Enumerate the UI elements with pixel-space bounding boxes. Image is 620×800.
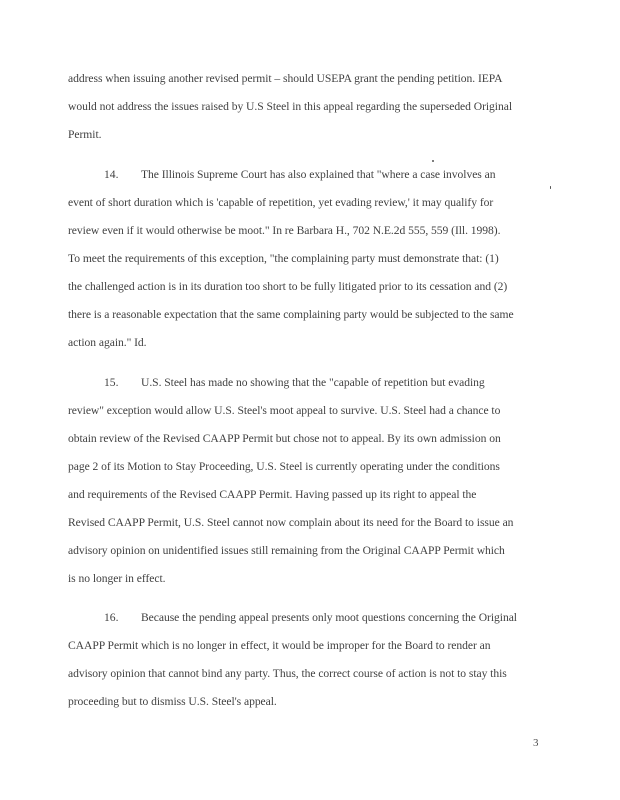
paragraph-15-line-6: Revised CAAPP Permit, U.S. Steel cannot now complain about its need for the Board to issue an [68,516,514,529]
paragraph-16-first-line: Because the pending appeal presents only moot questions concerning the Original [141,611,517,624]
paragraph-14-line-2: event of short duration which is 'capable of repetition, yet evading review,' it may qualify for [68,196,494,209]
paragraph-15-first-line: U.S. Steel has made no showing that the "capable of repetition but evading [141,376,485,389]
paragraph-16-line-2: CAAPP Permit which is no longer in effect, it would be improper for the Board to render an [68,639,491,652]
scan-speck [432,160,434,162]
paragraph-16-number: 16. [104,611,119,624]
page-number: 3 [533,737,539,749]
paragraph-15-number: 15. [104,376,119,389]
paragraph-15-line-7: advisory opinion on unidentified issues still remaining from the Original CAAPP Permit which [68,544,505,557]
paragraph-15-line-5: and requirements of the Revised CAAPP Permit. Having passed up its right to appeal the [68,488,477,501]
paragraph-14-line-5: the challenged action is in its duration too short to be fully litigated prior to its cessation and (2) [68,280,508,293]
paragraph-14-number: 14. [104,168,119,181]
paragraph-15-line-2: review" exception would allow U.S. Steel's moot appeal to survive. U.S. Steel had a chance to [68,404,501,417]
paragraph-cont-line-1: address when issuing another revised permit – should USEPA grant the pending petition. IEPA [68,72,503,85]
paragraph-15-line-3: obtain review of the Revised CAAPP Permit but chose not to appeal. By its own admission on [68,432,501,445]
scan-speck [550,186,551,189]
paragraph-14-line-7: action again." Id. [68,336,147,349]
paragraph-cont-line-2: would not address the issues raised by U.S Steel in this appeal regarding the superseded Original [68,100,512,113]
paragraph-16-line-3: advisory opinion that cannot bind any party. Thus, the correct course of action is not to stay this [68,667,507,680]
paragraph-15-line-4: page 2 of its Motion to Stay Proceeding, U.S. Steel is currently operating under the conditions [68,460,500,473]
paragraph-14-line-3: review even if it would otherwise be moot." In re Barbara H., 702 N.E.2d 555, 559 (Ill. 1998). [68,224,501,237]
paragraph-cont-line-3: Permit. [68,128,102,141]
paragraph-14-line-6: there is a reasonable expectation that the same complaining party would be subjected to the same [68,308,514,321]
paragraph-14-line-4: To meet the requirements of this exception, "the complaining party must demonstrate that: (1) [68,252,499,265]
paragraph-15-line-8: is no longer in effect. [68,572,166,585]
paragraph-14-first-line: The Illinois Supreme Court has also explained that "where a case involves an [141,168,496,181]
paragraph-16-line-4: proceeding but to dismiss U.S. Steel's appeal. [68,695,277,708]
